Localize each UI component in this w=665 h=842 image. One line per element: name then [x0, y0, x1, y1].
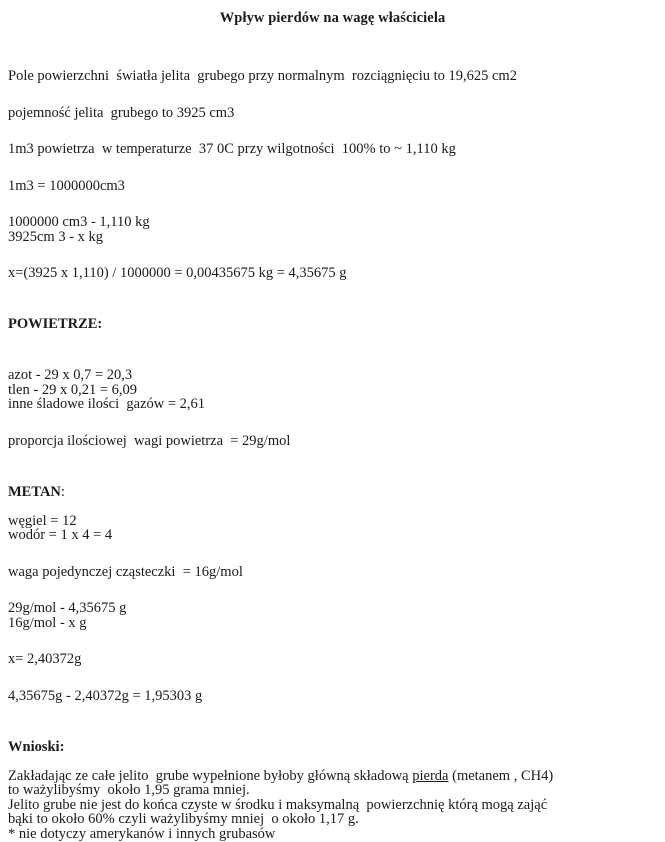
spacer	[8, 703, 657, 725]
paragraph-intestine-volume: pojemność jelita grubego to 3925 cm3	[8, 104, 235, 121]
conclusion-line-2: to ważylibyśmy około 1,95 grama mniej.	[8, 782, 250, 798]
conversion-line-2: 3925cm 3 - x kg	[8, 228, 104, 245]
spacer	[8, 281, 657, 303]
spacer	[8, 193, 657, 215]
weight-difference: 4,35675g - 2,40372g = 1,95303 g	[8, 687, 203, 704]
section-heading-conclusions: Wnioski:	[8, 738, 65, 755]
spacer	[8, 244, 657, 266]
conclusion-line-3: Jelito grube nie jest do końca czyste w środku i maksymalną powierzchnię którą mogą zająć	[8, 796, 548, 813]
page-title: Wpływ pierdów na wagę właściciela	[219, 10, 446, 26]
document-body	[8, 53, 657, 841]
section-heading-methane	[8, 485, 657, 500]
ratio-result: x= 2,40372g	[8, 651, 82, 667]
conclusion-line-5: * nie dotyczy amerykanów i innych grubasów	[8, 825, 276, 842]
spacer	[8, 412, 657, 434]
spacer	[8, 157, 657, 179]
methane-molecule-weight: waga pojedynczej cząsteczki = 16g/mol	[8, 563, 243, 580]
spacer	[8, 84, 657, 106]
spacer	[8, 120, 657, 142]
conversion-result: x=(3925 x 1,110) / 1000000 = 0,00435675 kg = 4,35675 g	[8, 265, 347, 281]
conclusion-1-underlined: pierda	[412, 767, 449, 784]
air-line-other-gases: inne śladowe ilości gazów = 2,61	[8, 396, 206, 412]
conversion-line-1: 1000000 cm3 - 1,110 kg	[8, 214, 150, 230]
spacer	[8, 448, 657, 470]
paragraph-air-mass: 1m3 powietrza w temperaturze 37 0C przy wilgotności 100% to ~ 1,110 kg	[8, 141, 456, 157]
air-line-nitrogen: azot - 29 x 0,7 = 20,3	[8, 367, 133, 383]
air-line-oxygen: tlen - 29 x 0,21 = 6,09	[8, 381, 137, 398]
spacer	[8, 630, 657, 652]
ratio-line-1: 29g/mol - 4,35675 g	[8, 600, 127, 616]
spacer	[8, 53, 657, 69]
methane-line-carbon: węgiel = 12	[8, 512, 77, 529]
spacer	[8, 543, 657, 565]
ratio-line-2: 16g/mol - x g	[8, 614, 87, 631]
spacer	[8, 667, 657, 689]
spacer	[8, 346, 657, 368]
section-heading-air: POWIETRZE:	[8, 316, 103, 332]
conclusion-1-post: (metanem , CH4)	[448, 767, 554, 784]
methane-heading-colon: :	[60, 483, 65, 500]
methane-heading-text: METAN	[8, 483, 61, 500]
conclusion-1-pre: Zakładając ze całe jelito grube wypełnione byłoby główną składową	[8, 767, 413, 784]
air-proportion: proporcja ilościowej wagi powietrza = 29g/mol	[8, 432, 291, 449]
methane-line-hydrogen: wodór = 1 x 4 = 4	[8, 527, 113, 543]
conclusion-line-1	[8, 769, 657, 784]
paragraph-unit-conversion: 1m3 = 1000000cm3	[8, 177, 125, 194]
paragraph-intestine-area: Pole powierzchni światła jelita grubego przy normalnym rozciągnięciu to 19,625 cm2	[8, 68, 517, 84]
spacer	[8, 579, 657, 601]
conclusion-line-4: bąki to około 60% czyli ważylibyśmy mniej o około 1,17 g.	[8, 811, 359, 827]
